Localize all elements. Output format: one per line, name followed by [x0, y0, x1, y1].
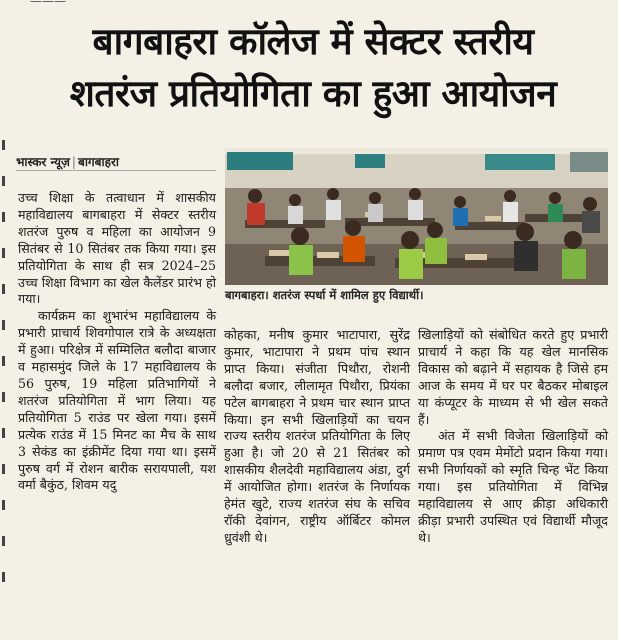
paragraph: खिलाड़ियों को संबोधित करते हुए प्रभारी प्राचार्य ने कहा कि यह खेल मानसिक विकास को बढ़ाने में सहायक है जिसे हम आज के समय में घर पर बैठकर मोबाइल या कंप्यूटर के माध्यम से भी खेल सकते हैं। — [418, 327, 608, 427]
byline-separator: | — [71, 155, 76, 169]
paragraph: अंत में सभी विजेता खिलाड़ियों को प्रमाण पत्र एवम मेमोंटो प्रदान किया गया। सभी निर्णायकों को स्मृति चिन्ह भेंट किया गया। इस प्रतियोगिता में विभिन्न महाविद्यालय से आए क्रीड़ा अधिकारी क्रीड़ा प्रभारी उपस्थित एवं विद्यार्थी मौजूद थे। — [418, 428, 608, 545]
headline — [18, 16, 608, 120]
headline-line-2: शतरंज प्रतियोगिता का हुआ आयोजन — [69, 72, 557, 115]
byline-location: बागबाहरा — [77, 155, 120, 169]
article-column-1 — [18, 190, 216, 494]
photo-illustration — [225, 148, 608, 285]
byline — [16, 153, 119, 170]
byline-source: भास्कर न्यूज़ — [16, 155, 70, 169]
cut-header-strip: ——— — [30, 0, 66, 8]
article-column-2 — [224, 327, 410, 547]
paragraph: उच्च शिक्षा के तत्वाधान में शासकीय महाविद्यालय बागबाहरा में सेक्टर स्तरीय शतरंज पुरुष व महिला का आयोजन 9 सितंबर से 10 सितंबर तक किया गया। इस प्रतियोगिता के साथ ही सत्र 2024–25 उच्च शिक्षा विभाग का खेल कैलेंडर प्रारंभ हो गया। — [18, 190, 216, 307]
chess-tournament-photo — [225, 148, 608, 285]
left-column-marks — [2, 140, 8, 620]
byline-rule — [16, 170, 216, 171]
article-column-3 — [418, 327, 608, 547]
headline-line-1: बागबाहरा कॉलेज में सेक्टर स्तरीय — [92, 20, 534, 63]
photo-caption: बागबाहरा। शतरंज स्पर्धा में शामिल हुए विद्यार्थी। — [225, 288, 424, 302]
paragraph: कार्यक्रम का शुभारंभ महाविद्यालय के प्रभारी प्राचार्य शिवगोपाल रात्रे के अध्यक्षता में हुआ। परिक्षेत्र में सम्मिलित बलौदा बाजार व महासमुंद जिले के 17 महाविद्यालय के 56 पुरुष, 19 महिला प्रतिभागियों ने शतरंज प्रतियोगिता में भाग लिया। यह प्रतियोगिता 5 राउंड पर खेला गया। इसमें प्रत्येक राउंड में 15 मिनट का मैच के साथ 3 सेकंड का इंक्रीमेंट दिया गया था। इसमें पुरुष वर्ग में रोशन बारीक सरायपाली, यश वर्मा बैकुंठ, शिवम यदु — [18, 308, 216, 493]
paragraph: कोहका, मनीष कुमार भाटापारा, सुरेंद्र कुमार, भाटापारा ने प्रथम पांच स्थान प्राप्त किया। संजीता पिथौरा, रोशनी बलौदा बजार, लीलामृत पिथौरा, प्रियंका पटेल बागबाहरा ने प्रथम चार स्थान प्राप्त किया। इन सभी खिलाड़ियों का चयन राज्य स्तरीय शतरंज प्रतियोगिता के लिए हुआ है। जो 20 से 21 सितंबर को शासकीय शैलदेवी महाविद्यालय अंडा, दुर्ग में आयोजित होगा। शतरंज के निर्णायक हेमंत खुटे, राज्य शतरंज संघ के सचिव रॉकी देवांगन, राष्ट्रीय ऑर्बिटर कोमल ध्रुवंशी थे। — [224, 327, 410, 545]
